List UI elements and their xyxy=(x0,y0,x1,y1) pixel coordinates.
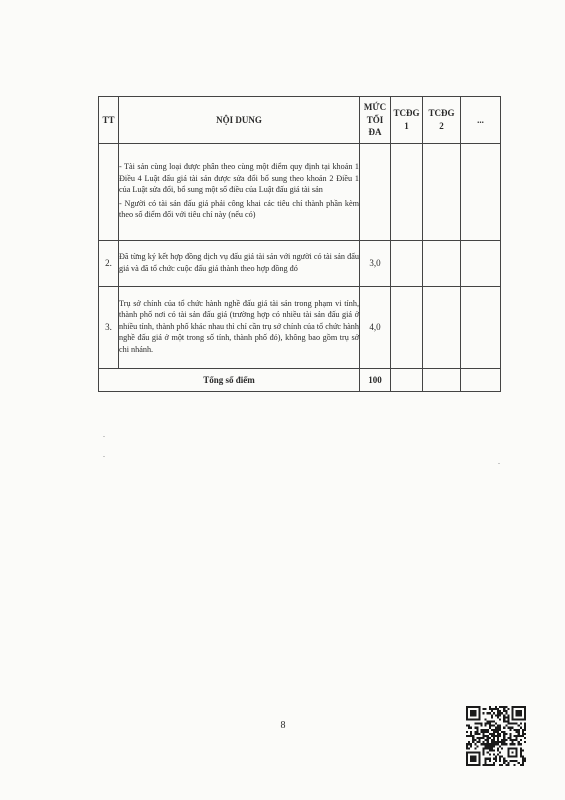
row-content xyxy=(119,287,360,369)
table-row xyxy=(99,144,501,241)
total-criteria-1-cell xyxy=(391,369,423,392)
row-more-cell xyxy=(461,241,501,287)
content-paragraph: Trụ sở chính của tổ chức hành nghề đấu giá tài sản trong phạm vi tỉnh, thành phố nơi có tài sản đấu giá (trường hợp có nhiều tài sản đấu giá ở nhiều tỉnh, thành phố khác nhau thì chỉ cần trụ sở chính của tổ chức hành nghề đấu giá ở một trong số tỉnh, thành phố đó), không bao gồm trụ sở chi nhánh. xyxy=(119,298,359,354)
row-criteria-1-cell xyxy=(391,287,423,369)
table-row xyxy=(99,287,501,369)
row-more-cell xyxy=(461,287,501,369)
row-max-score: 4,0 xyxy=(360,287,391,369)
row-number xyxy=(99,144,119,241)
scan-speck xyxy=(103,456,105,457)
row-number: 2. xyxy=(99,241,119,287)
header-criteria-2: TCĐG 2 xyxy=(423,97,461,144)
page-number: 8 xyxy=(280,720,286,731)
header-more: ... xyxy=(461,97,501,144)
content-paragraph: - Tài sản cùng loại được phân theo cùng một điểm quy định tại khoản 1 Điều 4 Luật đấu giá tài sản được sửa đổi bổ sung theo khoản 2 Điều 1 của Luật sửa đổi, bổ sung một số điều của Luật đấu giá tài sản xyxy=(119,162,359,195)
scoring-table xyxy=(98,96,501,392)
header-tt: TT xyxy=(99,97,119,144)
row-criteria-1-cell xyxy=(391,144,423,241)
total-more-cell xyxy=(461,369,501,392)
total-criteria-2-cell xyxy=(423,369,461,392)
content-paragraph: Đã từng ký kết hợp đồng dịch vụ đấu giá tài sản với người có tài sản đấu giá và đã tổ chức cuộc đấu giá thành theo hợp đồng đó xyxy=(119,252,359,273)
row-max-score: 3,0 xyxy=(360,241,391,287)
total-label: Tổng số điểm xyxy=(99,369,360,392)
header-criteria-1: TCĐG 1 xyxy=(391,97,423,144)
row-content xyxy=(119,144,360,241)
row-criteria-2-cell xyxy=(423,287,461,369)
row-number: 3. xyxy=(99,287,119,369)
row-criteria-2-cell xyxy=(423,241,461,287)
total-row xyxy=(99,369,501,392)
scan-speck xyxy=(103,436,105,437)
scan-speck xyxy=(498,463,500,464)
table-row xyxy=(99,241,501,287)
row-max-score xyxy=(360,144,391,241)
row-content xyxy=(119,241,360,287)
row-criteria-2-cell xyxy=(423,144,461,241)
row-criteria-1-cell xyxy=(391,241,423,287)
total-value: 100 xyxy=(360,369,391,392)
header-max-score: MỨC TỐI ĐA xyxy=(360,97,391,144)
header-content: NỘI DUNG xyxy=(119,97,360,144)
qr-code-icon xyxy=(466,706,526,766)
row-more-cell xyxy=(461,144,501,241)
content-paragraph: - Người có tài sản đấu giá phải công khai các tiêu chí thành phần kèm theo số điểm đối với tiêu chí này (nếu có) xyxy=(119,198,359,220)
table-header-row xyxy=(99,97,501,144)
